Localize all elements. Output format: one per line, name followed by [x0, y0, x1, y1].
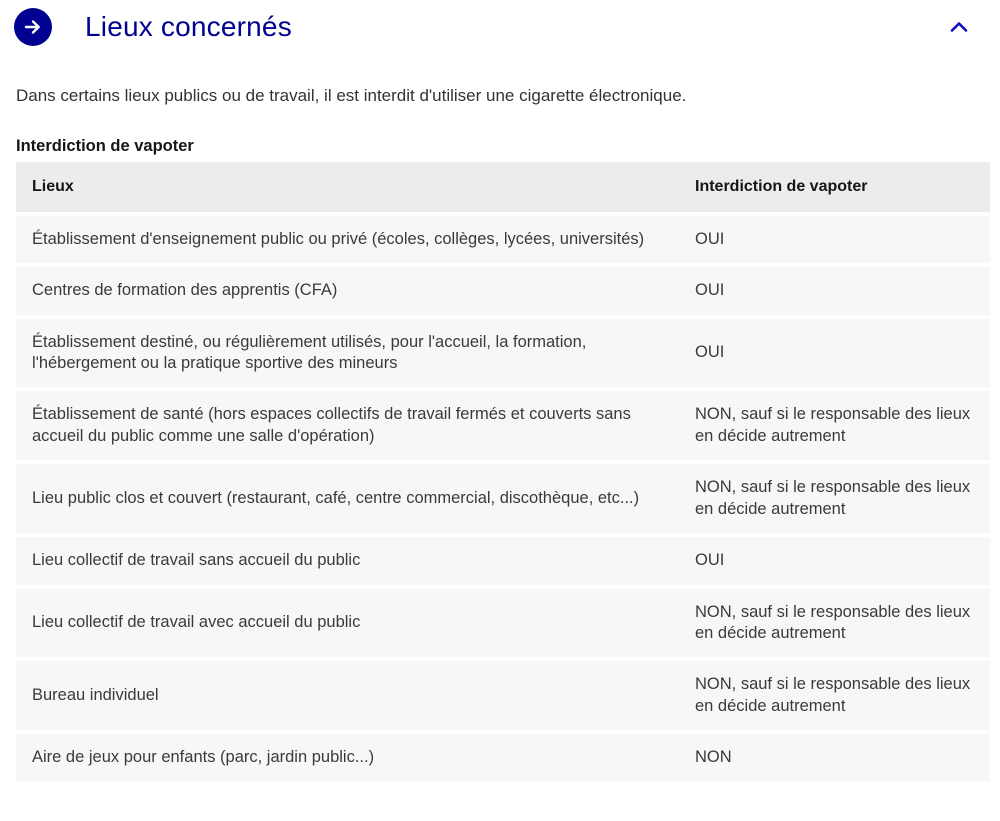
cell-lieu: Établissement d'enseignement public ou privé (écoles, collèges, lycées, universités) [16, 216, 679, 263]
cell-interdiction: OUI [679, 537, 990, 584]
cell-lieu: Bureau individuel [16, 661, 679, 730]
cell-lieu: Établissement destiné, ou régulièrement utilisés, pour l'accueil, la formation, l'hébergement ou la pratique sportive des mineurs [16, 319, 679, 388]
cell-interdiction: NON, sauf si le responsable des lieux en décide autrement [679, 589, 990, 658]
table-body [16, 216, 990, 782]
cell-interdiction: NON, sauf si le responsable des lieux en décide autrement [679, 464, 990, 533]
cell-lieu: Établissement de santé (hors espaces collectifs de travail fermés et couverts sans accueil du public comme une salle d'opération) [16, 391, 679, 460]
cell-lieu: Aire de jeux pour enfants (parc, jardin public...) [16, 734, 679, 781]
cell-lieu: Lieu collectif de travail sans accueil du public [16, 537, 679, 584]
vaping-ban-table [16, 158, 990, 786]
column-header-lieux: Lieux [16, 162, 679, 212]
cell-lieu: Lieu collectif de travail avec accueil du public [16, 589, 679, 658]
table-row [16, 267, 990, 314]
table-row [16, 319, 990, 388]
section-title: Lieux concernés [85, 10, 292, 42]
table-row [16, 661, 990, 730]
arrow-right-icon [14, 8, 52, 46]
table-row [16, 391, 990, 460]
table-row [16, 216, 990, 263]
cell-interdiction: NON [679, 734, 990, 781]
cell-interdiction: NON, sauf si le responsable des lieux en décide autrement [679, 391, 990, 460]
cell-interdiction: NON, sauf si le responsable des lieux en décide autrement [679, 661, 990, 730]
cell-interdiction: OUI [679, 267, 990, 314]
table-caption: Interdiction de vapoter [16, 136, 194, 155]
cell-lieu: Centres de formation des apprentis (CFA) [16, 267, 679, 314]
intro-paragraph: Dans certains lieux publics ou de travail, il est interdit d'utiliser une cigarette électronique. [16, 86, 687, 105]
table-header-row [16, 162, 990, 212]
accordion-header[interactable] [0, 0, 1000, 48]
table-row [16, 464, 990, 533]
table-row [16, 537, 990, 584]
column-header-interdiction: Interdiction de vapoter [679, 162, 990, 212]
table-section [16, 137, 990, 786]
cell-lieu: Lieu public clos et couvert (restaurant, café, centre commercial, discothèque, etc...) [16, 464, 679, 533]
chevron-up-icon[interactable] [946, 17, 972, 37]
cell-interdiction: OUI [679, 319, 990, 388]
table-row [16, 734, 990, 781]
cell-interdiction: OUI [679, 216, 990, 263]
table-row [16, 589, 990, 658]
